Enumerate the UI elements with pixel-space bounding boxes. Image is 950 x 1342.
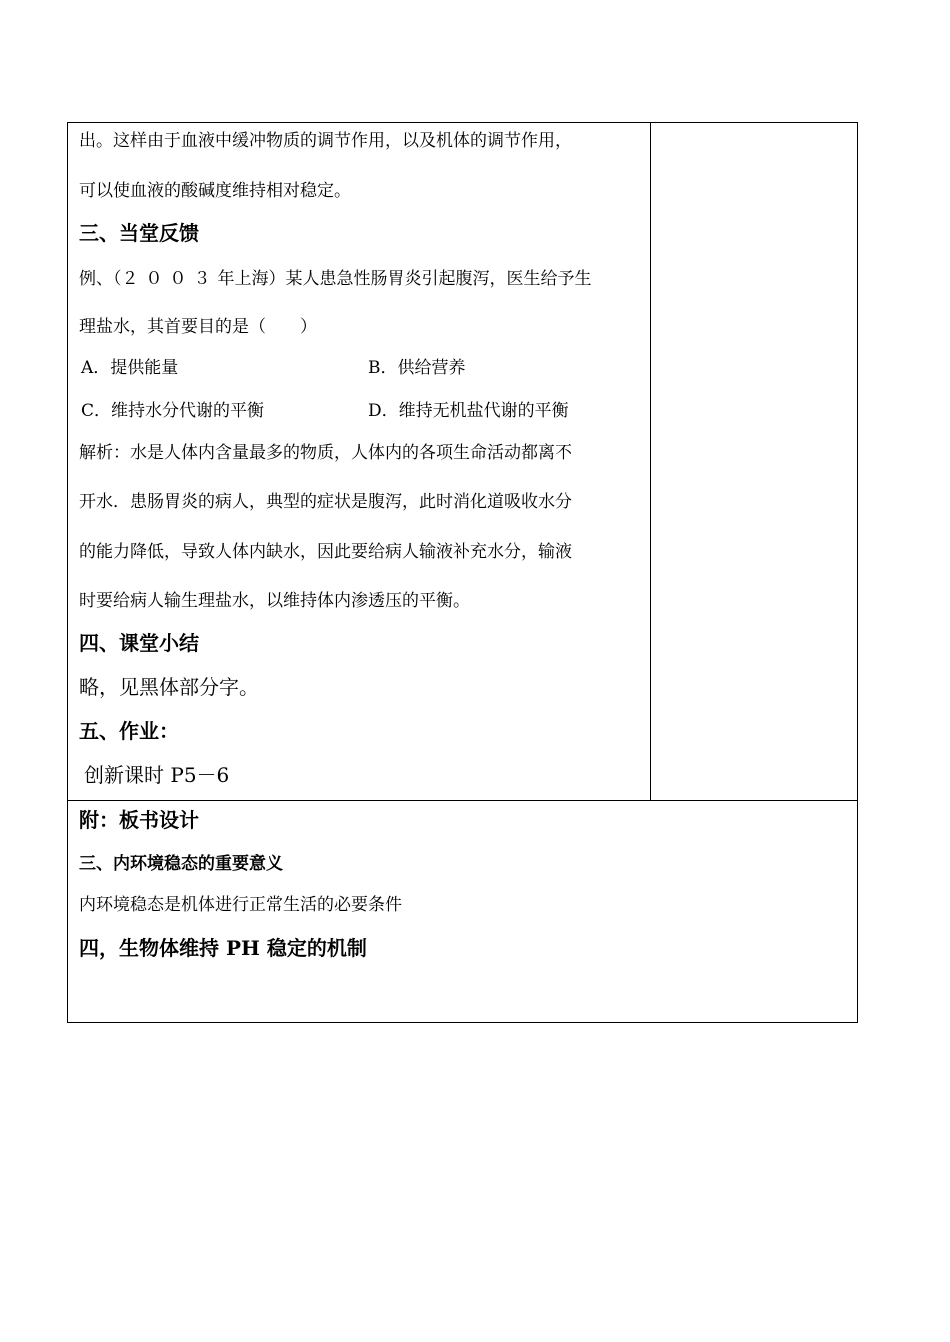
question-rest: 年上海）某人患急性肠胃炎引起腹泻，医生给予生 — [217, 269, 592, 289]
intro-line-2: 可以使血液的酸碱度维持相对稳定。 — [79, 181, 351, 201]
section-5-title: 五、作业： — [79, 719, 179, 743]
row-divider — [67, 800, 858, 801]
option-c: C．维持水分代谢的平衡 — [81, 401, 265, 421]
section-4-title: 四、课堂小结 — [79, 631, 199, 655]
column-divider — [650, 122, 651, 801]
lesson-table — [67, 122, 858, 1023]
board-section-4-title: 四，生物体维持 PH 稳定的机制 — [79, 936, 367, 960]
option-d: D．维持无机盐代谢的平衡 — [368, 401, 569, 421]
intro-line-1: 出。这样由于血液中缓冲物质的调节作用，以及机体的调节作用， — [79, 131, 572, 151]
question-prefix: 例、（ — [79, 269, 122, 289]
option-a: A．提供能量 — [81, 358, 179, 378]
section-4-text: 略，见黑体部分字。 — [79, 675, 259, 699]
analysis-line-3: 的能力降低，导致人体内缺水，因此要给病人输液补充水分，输液 — [79, 542, 572, 562]
board-section-3-title: 三、内环境稳态的重要意义 — [79, 854, 283, 874]
question-line-1 — [79, 264, 592, 289]
analysis-line-1: 解析：水是人体内含量最多的物质，人体内的各项生命活动都离不 — [79, 443, 572, 463]
analysis-line-4: 时要给病人输生理盐水，以维持体内渗透压的平衡。 — [79, 591, 470, 611]
section-3-title: 三、当堂反馈 — [79, 221, 199, 245]
board-section-3-text: 内环境稳态是机体进行正常生活的必要条件 — [79, 895, 402, 915]
question-line-2: 理盐水，其首要目的是（ ） — [79, 317, 317, 337]
section-5-text: 创新课时 P5－6 — [84, 763, 230, 787]
question-year: ２００３ — [121, 269, 218, 289]
option-b: B．供给营养 — [368, 358, 466, 378]
board-design-title: 附：板书设计 — [79, 808, 199, 832]
analysis-line-2: 开水．患肠胃炎的病人，典型的症状是腹泻，此时消化道吸收水分 — [79, 492, 572, 512]
